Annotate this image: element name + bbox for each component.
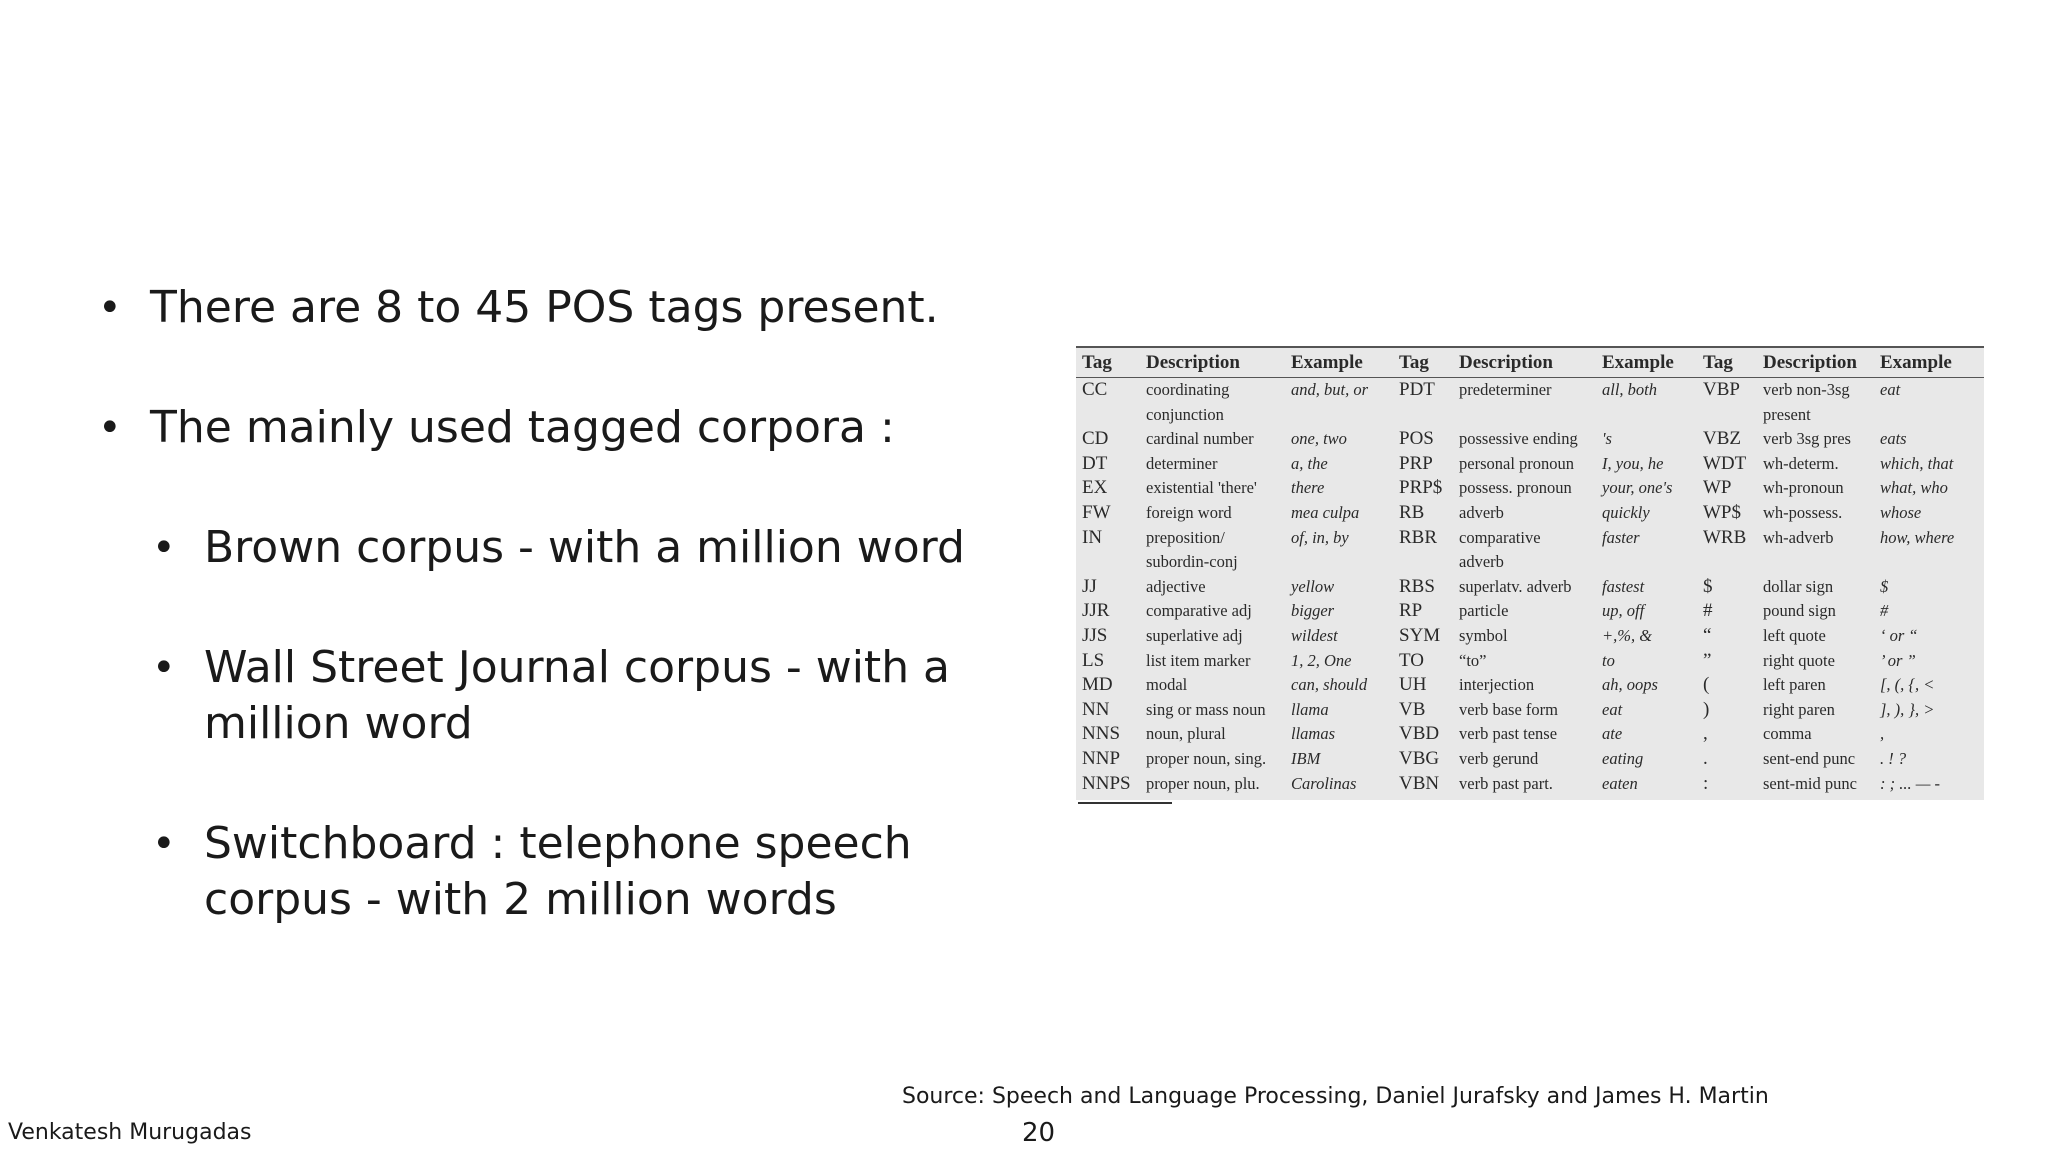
example-cell: faster xyxy=(1602,527,1640,547)
example-cell: ’ or ” xyxy=(1880,650,1916,670)
example-cell: and, but, or xyxy=(1291,380,1369,399)
source-citation: Source: Speech and Language Processing, Daniel Jurafsky and James H. Martin xyxy=(902,1084,1769,1109)
bullet-dot: • xyxy=(152,645,176,691)
tag-cell: WRB xyxy=(1703,526,1747,548)
example-cell: a, the xyxy=(1291,453,1328,473)
table-row xyxy=(1076,698,1984,723)
example-cell xyxy=(1285,550,1393,575)
tag-cell: VBG xyxy=(1399,747,1440,769)
page-number: 20 xyxy=(1022,1118,1056,1148)
table-row xyxy=(1076,501,1984,526)
tag-cell: NNPS xyxy=(1082,772,1131,794)
description-cell: present xyxy=(1763,404,1811,424)
description-cell: superlative adj xyxy=(1146,625,1243,645)
description-cell: dollar sign xyxy=(1763,576,1834,596)
description-cell: adverb xyxy=(1459,502,1504,522)
description-cell: adjective xyxy=(1146,576,1206,596)
description-cell: preposition/ xyxy=(1146,527,1225,547)
example-cell: eaten xyxy=(1602,773,1638,793)
table-row xyxy=(1076,575,1984,600)
example-cell xyxy=(1874,403,1984,428)
description-cell: wh-pronoun xyxy=(1763,478,1844,498)
tag-cell xyxy=(1076,550,1140,575)
description-cell: list item marker xyxy=(1146,650,1251,670)
description-cell: verb base form xyxy=(1459,699,1558,719)
description-cell: “to” xyxy=(1459,650,1487,670)
example-cell: +,%, & xyxy=(1602,625,1653,645)
bullet-dot: • xyxy=(152,821,176,867)
tag-cell: MD xyxy=(1082,674,1113,696)
tag-cell: $ xyxy=(1703,575,1713,597)
tag-cell: ” xyxy=(1703,649,1712,671)
tag-cell: VBD xyxy=(1399,723,1440,745)
example-cell: 1, 2, One xyxy=(1291,650,1352,670)
example-cell: bigger xyxy=(1291,601,1335,621)
tag-cell: RBR xyxy=(1399,526,1438,548)
tag-cell xyxy=(1697,403,1757,428)
example-cell: whose xyxy=(1880,502,1922,522)
example-cell: can, should xyxy=(1291,675,1368,695)
tag-cell xyxy=(1393,403,1453,428)
table-row xyxy=(1076,550,1984,575)
example-cell: 's xyxy=(1602,429,1612,449)
example-cell: there xyxy=(1291,478,1325,498)
description-cell: sing or mass noun xyxy=(1146,699,1266,719)
table-body xyxy=(1076,378,1984,797)
description-cell: cardinal number xyxy=(1146,429,1254,449)
example-cell: I, you, he xyxy=(1602,453,1664,473)
bullet-dot: • xyxy=(152,525,176,571)
description-cell: foreign word xyxy=(1146,502,1232,522)
tag-cell xyxy=(1076,403,1140,428)
description-cell: possessive ending xyxy=(1459,429,1578,449)
author-name: Venkatesh Murugadas xyxy=(8,1120,252,1145)
tag-cell: IN xyxy=(1082,526,1103,548)
table-row xyxy=(1076,673,1984,698)
bullet-text: The mainly used tagged corpora : xyxy=(150,402,895,453)
description-cell: existential 'there' xyxy=(1146,478,1257,498)
tag-cell: VB xyxy=(1399,698,1426,720)
example-cell: your, one's xyxy=(1602,478,1673,498)
table-row xyxy=(1076,476,1984,501)
description-cell: right paren xyxy=(1763,699,1835,719)
description-cell: adverb xyxy=(1459,552,1504,572)
description-cell: particle xyxy=(1459,601,1509,621)
example-cell: ‘ or “ xyxy=(1880,625,1918,645)
description-cell: verb gerund xyxy=(1459,748,1539,768)
description-cell: left quote xyxy=(1763,625,1826,645)
tag-cell: RB xyxy=(1399,501,1425,523)
description-cell: coordinating xyxy=(1146,380,1230,399)
description-cell: comma xyxy=(1763,724,1812,744)
pos-tag-table-image xyxy=(1076,346,1984,800)
example-cell: ate xyxy=(1602,724,1623,744)
description-cell: comparative xyxy=(1459,527,1541,547)
tag-cell: “ xyxy=(1703,624,1712,646)
example-cell: how, where xyxy=(1880,527,1955,547)
example-cell xyxy=(1285,403,1393,428)
table-row xyxy=(1076,772,1984,797)
table-row xyxy=(1076,599,1984,624)
example-cell: what, who xyxy=(1880,478,1948,498)
example-cell: [, (, {, < xyxy=(1880,675,1935,695)
table-header-cell: Description xyxy=(1453,347,1596,378)
bullet-pos-tag-count xyxy=(96,280,976,336)
description-cell: predeterminer xyxy=(1459,380,1552,399)
table-header-cell: Tag xyxy=(1076,347,1140,378)
example-cell: IBM xyxy=(1291,748,1321,768)
table-underline xyxy=(1078,802,1172,804)
table-row xyxy=(1076,427,1984,452)
tag-cell: CD xyxy=(1082,428,1109,450)
description-cell: determiner xyxy=(1146,453,1218,473)
description-cell: conjunction xyxy=(1146,404,1224,424)
description-cell: noun, plural xyxy=(1146,724,1226,744)
tag-cell: VBN xyxy=(1399,772,1440,794)
description-cell: verb past tense xyxy=(1459,724,1558,744)
table-row xyxy=(1076,747,1984,772)
description-cell: wh-possess. xyxy=(1763,502,1843,522)
table-header-cell: Example xyxy=(1874,347,1984,378)
example-cell: to xyxy=(1602,650,1615,670)
tag-cell: EX xyxy=(1082,477,1108,499)
tag-cell xyxy=(1697,550,1757,575)
table-row xyxy=(1076,378,1984,403)
tag-cell: RBS xyxy=(1399,575,1435,597)
example-cell xyxy=(1596,403,1697,428)
description-cell: left paren xyxy=(1763,675,1826,695)
table-header-cell: Description xyxy=(1757,347,1874,378)
tag-cell: NNS xyxy=(1082,723,1121,745)
tag-cell: NN xyxy=(1082,698,1110,720)
example-cell: llamas xyxy=(1291,724,1336,744)
example-cell: mea culpa xyxy=(1291,502,1360,522)
table-row xyxy=(1076,624,1984,649)
example-cell: Carolinas xyxy=(1291,773,1357,793)
description-cell: wh-determ. xyxy=(1763,453,1839,473)
example-cell: : ; ... — - xyxy=(1880,773,1941,793)
table-row xyxy=(1076,649,1984,674)
tag-cell: JJR xyxy=(1082,600,1110,622)
bullet-wsj-corpus xyxy=(96,640,976,752)
table-row xyxy=(1076,722,1984,747)
bullet-text: Brown corpus - with a million word xyxy=(204,522,965,573)
tag-cell: POS xyxy=(1399,428,1434,450)
tag-cell: FW xyxy=(1082,501,1111,523)
bullet-tagged-corpora xyxy=(96,400,976,456)
tag-cell: SYM xyxy=(1399,624,1441,646)
example-cell: . ! ? xyxy=(1880,748,1907,768)
tag-cell: WDT xyxy=(1703,452,1747,474)
tag-cell: VBP xyxy=(1703,379,1740,400)
bullet-text-line1: Switchboard : telephone speech xyxy=(204,818,912,869)
description-cell: pound sign xyxy=(1763,601,1836,621)
table-row xyxy=(1076,452,1984,477)
tag-cell: ) xyxy=(1703,698,1710,720)
example-cell: llama xyxy=(1291,699,1329,719)
description-cell: proper noun, plu. xyxy=(1146,773,1260,793)
bullet-switchboard-corpus xyxy=(96,816,976,928)
tag-cell: UH xyxy=(1399,674,1427,696)
description-cell: sent-mid punc xyxy=(1763,773,1857,793)
description-cell: comparative adj xyxy=(1146,601,1252,621)
example-cell: eat xyxy=(1602,699,1623,719)
example-cell: yellow xyxy=(1291,576,1335,596)
example-cell: ], ), }, > xyxy=(1880,699,1935,719)
tag-cell: RP xyxy=(1399,600,1423,622)
description-cell: verb past part. xyxy=(1459,773,1553,793)
example-cell: eat xyxy=(1880,380,1901,399)
bullet-text-line2: million word xyxy=(204,698,473,749)
tag-cell: . xyxy=(1703,747,1708,769)
example-cell: ah, oops xyxy=(1602,675,1658,695)
bullet-text: There are 8 to 45 POS tags present. xyxy=(150,282,939,333)
description-cell: right quote xyxy=(1763,650,1835,670)
example-cell: # xyxy=(1880,601,1889,621)
tag-cell: JJ xyxy=(1082,575,1097,597)
table-header-cell: Example xyxy=(1285,347,1393,378)
description-cell: subordin-conj xyxy=(1146,552,1238,572)
bullet-brown-corpus xyxy=(96,520,976,576)
tag-cell: # xyxy=(1703,600,1713,622)
description-cell: verb non-3sg xyxy=(1763,380,1850,399)
example-cell: of, in, by xyxy=(1291,527,1349,547)
example-cell: , xyxy=(1880,724,1885,744)
example-cell xyxy=(1596,550,1697,575)
tag-cell: VBZ xyxy=(1703,428,1741,450)
tag-cell: PDT xyxy=(1399,379,1435,400)
bullet-list xyxy=(96,280,976,992)
example-cell: eating xyxy=(1602,748,1644,768)
tag-cell: , xyxy=(1703,723,1708,745)
description-cell: symbol xyxy=(1459,625,1508,645)
table-header-cell: Tag xyxy=(1697,347,1757,378)
bullet-dot: • xyxy=(98,405,122,451)
example-cell: one, two xyxy=(1291,429,1347,449)
tag-cell: LS xyxy=(1082,649,1105,671)
pos-tag-table xyxy=(1076,346,1984,796)
example-cell: fastest xyxy=(1602,576,1645,596)
description-cell: possess. pronoun xyxy=(1459,478,1572,498)
description-cell xyxy=(1757,550,1874,575)
description-cell xyxy=(1453,403,1596,428)
description-cell: proper noun, sing. xyxy=(1146,748,1267,768)
tag-cell: JJS xyxy=(1082,624,1108,646)
table-header-cell: Tag xyxy=(1393,347,1453,378)
description-cell: sent-end punc xyxy=(1763,748,1856,768)
description-cell: modal xyxy=(1146,675,1188,695)
tag-cell: WP$ xyxy=(1703,501,1741,523)
tag-cell: DT xyxy=(1082,452,1108,474)
description-cell: superlatv. adverb xyxy=(1459,576,1572,596)
description-cell: personal pronoun xyxy=(1459,453,1575,473)
example-cell: eats xyxy=(1880,429,1907,449)
tag-cell: PRP$ xyxy=(1399,477,1443,499)
tag-cell: TO xyxy=(1399,649,1424,671)
example-cell: all, both xyxy=(1602,380,1658,399)
example-cell: up, off xyxy=(1602,601,1645,621)
table-header-row xyxy=(1076,347,1984,378)
tag-cell: : xyxy=(1703,772,1709,794)
description-cell: wh-adverb xyxy=(1763,527,1834,547)
table-header-cell: Description xyxy=(1140,347,1285,378)
tag-cell: CC xyxy=(1082,379,1108,400)
bullet-text-line2: corpus - with 2 million words xyxy=(204,874,837,925)
example-cell: $ xyxy=(1880,576,1889,596)
table-header-cell: Example xyxy=(1596,347,1697,378)
tag-cell xyxy=(1393,550,1453,575)
tag-cell: WP xyxy=(1703,477,1732,499)
table-row xyxy=(1076,403,1984,428)
table-row xyxy=(1076,526,1984,551)
example-cell xyxy=(1874,550,1984,575)
description-cell: verb 3sg pres xyxy=(1763,429,1851,449)
description-cell: interjection xyxy=(1459,675,1535,695)
table-header xyxy=(1076,347,1984,378)
example-cell: quickly xyxy=(1602,502,1650,522)
example-cell: wildest xyxy=(1291,625,1338,645)
bullet-dot: • xyxy=(98,285,122,331)
example-cell: which, that xyxy=(1880,453,1954,473)
tag-cell: ( xyxy=(1703,674,1710,696)
tag-cell: PRP xyxy=(1399,452,1433,474)
tag-cell: NNP xyxy=(1082,747,1121,769)
bullet-text-line1: Wall Street Journal corpus - with a xyxy=(204,642,951,693)
